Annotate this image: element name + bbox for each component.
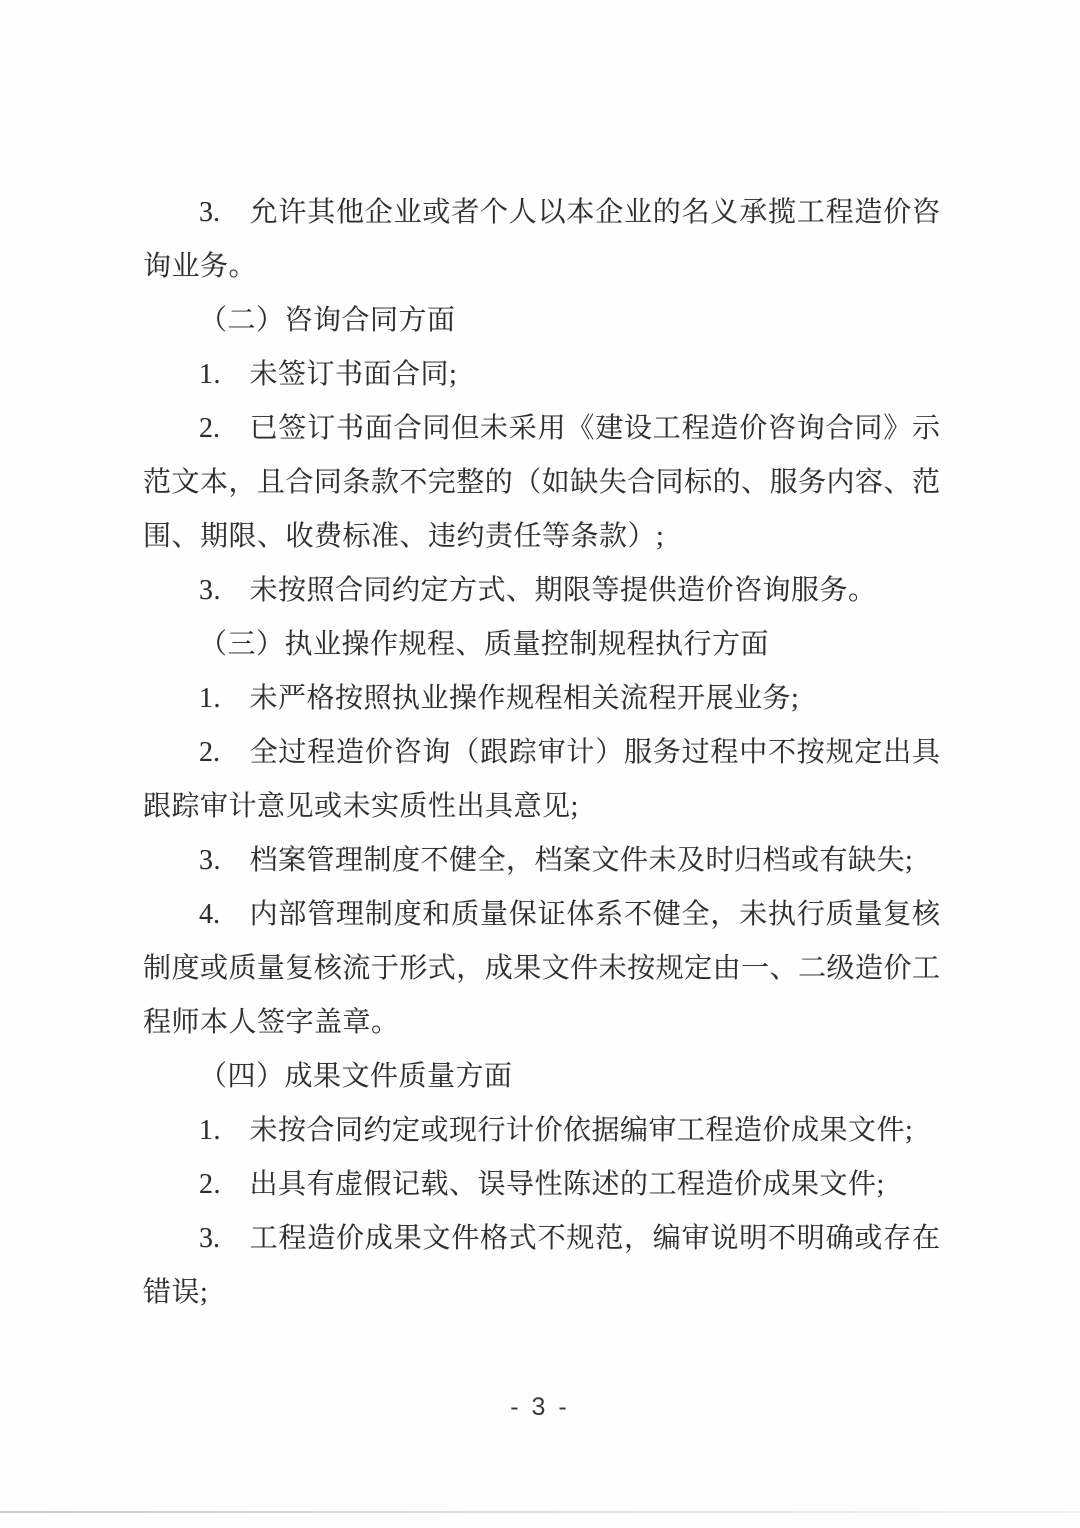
text-line: 4. 内部管理制度和质量保证体系不健全，未执行质量复核 — [199, 899, 940, 930]
text-line: 程师本人签字盖章。 — [143, 1007, 400, 1038]
text-line: 1. 未签订书面合同; — [199, 359, 458, 390]
text-line: 错误; — [143, 1277, 209, 1308]
section-heading: （四）成果文件质量方面 — [199, 1061, 513, 1092]
text-line: 跟踪审计意见或未实质性出具意见; — [143, 791, 579, 822]
text-line: 3. 工程造价成果文件格式不规范，编审说明不明确或存在 — [199, 1223, 940, 1254]
section-heading: （二）咨询合同方面 — [199, 305, 456, 336]
text-line: 围、期限、收费标准、违约责任等条款）; — [143, 521, 665, 552]
text-line: 3. 档案管理制度不健全，档案文件未及时归档或有缺失; — [199, 845, 914, 876]
text-line: 询业务。 — [143, 251, 258, 282]
text-line: 2. 出具有虚假记载、误导性陈述的工程造价成果文件; — [199, 1169, 885, 1200]
text-line: 3. 允许其他企业或者个人以本企业的名义承揽工程造价咨 — [199, 197, 940, 228]
text-line: 范文本，且合同条款不完整的（如缺失合同标的、服务内容、范 — [143, 467, 940, 498]
text-line: 2. 已签订书面合同但未采用《建设工程造价咨询合同》示 — [199, 413, 940, 444]
section-heading: （三）执业操作规程、质量控制规程执行方面 — [199, 629, 770, 660]
document-body — [143, 186, 940, 1320]
text-line: 1. 未严格按照执业操作规程相关流程开展业务; — [199, 683, 800, 714]
text-line: 制度或质量复核流于形式，成果文件未按规定由一、二级造价工 — [143, 953, 940, 984]
text-line: 1. 未按合同约定或现行计价依据编审工程造价成果文件; — [199, 1115, 914, 1146]
page-footer — [0, 1392, 1080, 1422]
text-line: 3. 未按照合同约定方式、期限等提供造价咨询服务。 — [199, 575, 877, 606]
page-number: - 3 - — [510, 1393, 570, 1421]
scan-edge-line — [0, 1511, 1080, 1513]
text-line: 2. 全过程造价咨询（跟踪审计）服务过程中不按规定出具 — [199, 737, 940, 768]
